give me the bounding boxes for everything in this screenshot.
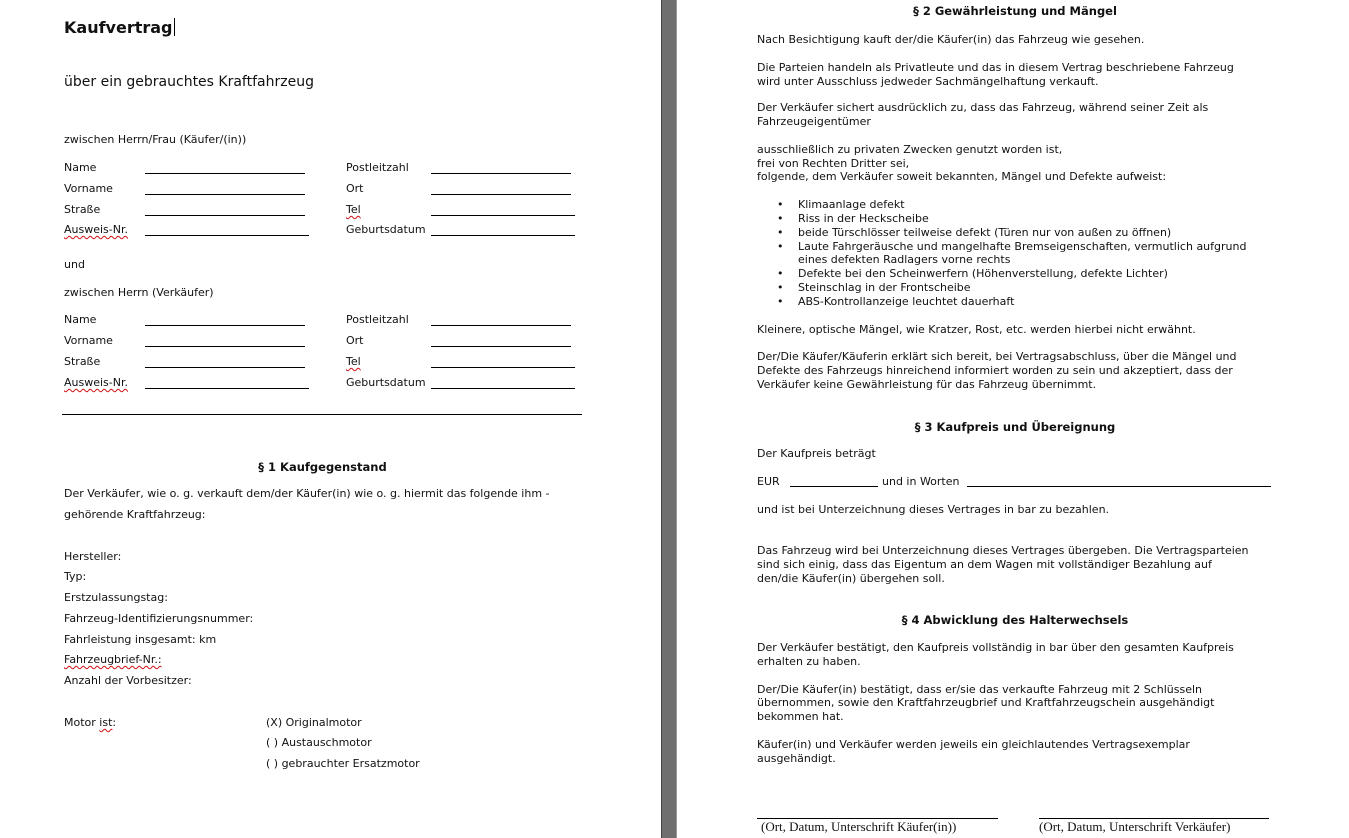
motor-label: Motor ist: <box>64 716 117 729</box>
seller-ausweis-field[interactable] <box>145 388 309 389</box>
buyer-vorname-field[interactable] <box>145 194 305 195</box>
page-divider <box>661 0 677 838</box>
eur-amount-field[interactable] <box>790 486 878 487</box>
buyer-ort-field[interactable] <box>431 194 571 195</box>
seller-heading: zwischen Herrn (Verkäufer) <box>64 286 214 299</box>
field-hersteller: Hersteller: <box>64 550 122 563</box>
seller-plz-label: Postleitzahl <box>346 313 409 326</box>
buyer-tel-field[interactable] <box>431 215 575 216</box>
defect-item: Riss in der Heckscheibe <box>798 212 929 225</box>
buyer-geburtsdatum-label: Geburtsdatum <box>346 223 426 236</box>
page-left[interactable] <box>0 0 661 838</box>
buyer-name-label: Name <box>64 161 97 174</box>
p2-line2: wird unter Ausschluss jedweder Sachmängelhaftung verkauft. <box>757 75 1099 88</box>
defect-item: Steinschlag in der Frontscheibe <box>798 281 971 294</box>
buyer-plz-field[interactable] <box>431 173 571 174</box>
field-fin: Fahrzeug-Identifizierungsnummer: <box>64 612 254 625</box>
seller-ort-label: Ort <box>346 334 364 347</box>
field-vorbesitzer: Anzahl der Vorbesitzer: <box>64 674 192 687</box>
p5: Kleinere, optische Mängel, wie Kratzer, Rost, etc. werden hierbei nicht erwähnt. <box>757 323 1196 336</box>
p8: und ist bei Unterzeichnung dieses Vertrages in bar zu bezahlen. <box>757 503 1110 516</box>
seller-ort-field[interactable] <box>431 346 571 347</box>
seller-geburtsdatum-field[interactable] <box>431 388 575 389</box>
seller-signature-caption: (Ort, Datum, Unterschrift Verkäufer) <box>1039 819 1231 834</box>
buyer-ausweis-field[interactable] <box>145 235 309 236</box>
defect-item: Laute Fahrgeräusche und mangelhafte Bremseigenschaften, vermutlich aufgrund <box>798 240 1247 253</box>
section-1-text-line1: Der Verkäufer, wie o. g. verkauft dem/der Käufer(in) wie o. g. hiermit das folgende ihm - <box>64 487 550 500</box>
buyer-strasse-field[interactable] <box>145 215 305 216</box>
page-right[interactable] <box>677 0 1349 838</box>
p12-line2: ausgehändigt. <box>757 752 836 765</box>
bullet-icon: • <box>777 240 784 253</box>
bullet-icon: • <box>777 295 784 308</box>
buyer-strasse-label: Straße <box>64 203 101 216</box>
seller-name-label: Name <box>64 313 97 326</box>
p7: Der Kaufpreis beträgt <box>757 447 876 460</box>
field-fahrleistung: Fahrleistung insgesamt: km <box>64 633 217 646</box>
motor-option-original[interactable]: (X) Originalmotor <box>266 716 362 729</box>
p2-line1: Die Parteien handeln als Privatleute und das in diesem Vertrag beschriebene Fahrzeug <box>757 61 1234 74</box>
field-fahrzeugbrief: Fahrzeugbrief-Nr.: <box>64 653 162 666</box>
buyer-signature-caption: (Ort, Datum, Unterschrift Käufer(in)) <box>761 819 957 834</box>
p6-line3: Verkäufer keine Gewährleistung für das Fahrzeug übernimmt. <box>757 378 1097 391</box>
p9-line3: den/die Käufer(in) übergehen soll. <box>757 572 945 585</box>
document-title: Kaufvertrag <box>64 18 173 37</box>
p4-line1: ausschließlich zu privaten Zwecken genutzt worden ist, <box>757 143 1063 156</box>
seller-strasse-field[interactable] <box>145 367 305 368</box>
p12-line1: Käufer(in) und Verkäufer werden jeweils ein gleichlautendes Vertragsexemplar <box>757 738 1190 751</box>
in-worten-label: und in Worten <box>882 475 960 488</box>
seller-name-field[interactable] <box>145 325 305 326</box>
p11-line2: übernommen, sowie den Kraftfahrzeugbrief und Kraftfahrzeugschein ausgehändigt <box>757 696 1215 709</box>
p6-line2: Defekte des Fahrzeugs hinreichend informiert worden zu sein und akzeptiert, dass der <box>757 364 1233 377</box>
defect-item: ABS-Kontrollanzeige leuchtet dauerhaft <box>798 295 1015 308</box>
buyer-heading: zwischen Herrn/Frau (Käufer/(in)) <box>64 133 247 146</box>
motor-option-austausch[interactable]: ( ) Austauschmotor <box>266 736 372 749</box>
seller-plz-field[interactable] <box>431 325 571 326</box>
seller-strasse-label: Straße <box>64 355 101 368</box>
field-typ: Typ: <box>64 570 87 583</box>
p4-line3: folgende, dem Verkäufer soweit bekannten, Mängel und Defekte aufweist: <box>757 170 1167 183</box>
section-4-heading: § 4 Abwicklung des Halterwechsels <box>901 613 1129 627</box>
section-1-text-line2: gehörende Kraftfahrzeug: <box>64 508 206 521</box>
defect-item: Defekte bei den Scheinwerfern (Höhenverstellung, defekte Lichter) <box>798 267 1168 280</box>
section-3-heading: § 3 Kaufpreis und Übereignung <box>914 420 1116 434</box>
bullet-icon: • <box>777 226 784 239</box>
and-text: und <box>64 258 85 271</box>
seller-vorname-field[interactable] <box>145 346 305 347</box>
p10-line2: erhalten zu haben. <box>757 655 861 668</box>
seller-ausweis-label: Ausweis-Nr. <box>64 376 128 389</box>
p9-line2: sind sich einig, dass das Eigentum an dem Wagen mit vollständiger Bezahlung auf <box>757 558 1212 571</box>
buyer-vorname-label: Vorname <box>64 182 113 195</box>
p11-line1: Der/Die Käufer(in) bestätigt, dass er/sie das verkaufte Fahrzeug mit 2 Schlüsseln <box>757 683 1202 696</box>
bullet-icon: • <box>777 198 784 211</box>
defect-item-continuation: eines defekten Radlagers vorne rechts <box>798 253 1011 266</box>
p9-line1: Das Fahrzeug wird bei Unterzeichnung dieses Vertrages übergeben. Die Vertragsparteien <box>757 544 1249 557</box>
defect-item: beide Türschlösser teilweise defekt (Türen nur von außen zu öffnen) <box>798 226 1172 239</box>
bullet-icon: • <box>777 212 784 225</box>
field-erstzulassung: Erstzulassungstag: <box>64 591 168 604</box>
buyer-tel-label: Tel <box>346 203 361 216</box>
seller-geburtsdatum-label: Geburtsdatum <box>346 376 426 389</box>
buyer-geburtsdatum-field[interactable] <box>431 235 575 236</box>
buyer-plz-label: Postleitzahl <box>346 161 409 174</box>
buyer-ort-label: Ort <box>346 182 364 195</box>
seller-tel-field[interactable] <box>431 367 575 368</box>
document-subtitle: über ein gebrauchtes Kraftfahrzeug <box>64 74 314 90</box>
p10-line1: Der Verkäufer bestätigt, den Kaufpreis vollständig in bar über den gesamten Kaufpreis <box>757 641 1234 654</box>
separator-line <box>62 414 582 415</box>
seller-vorname-label: Vorname <box>64 334 113 347</box>
p1: Nach Besichtigung kauft der/die Käufer(in) das Fahrzeug wie gesehen. <box>757 33 1145 46</box>
text-cursor <box>174 18 175 36</box>
seller-tel-label: Tel <box>346 355 361 368</box>
amount-in-words-field[interactable] <box>967 486 1271 487</box>
buyer-ausweis-label: Ausweis-Nr. <box>64 223 128 236</box>
bullet-icon: • <box>777 267 784 280</box>
buyer-name-field[interactable] <box>145 173 305 174</box>
defect-item: Klimaanlage defekt <box>798 198 905 211</box>
motor-option-ersatz[interactable]: ( ) gebrauchter Ersatzmotor <box>266 757 420 770</box>
p11-line3: bekommen hat. <box>757 710 844 723</box>
section-2-heading: § 2 Gewährleistung und Mängel <box>913 4 1117 18</box>
section-1-heading: § 1 Kaufgegenstand <box>258 460 387 474</box>
p6-line1: Der/Die Käufer/Käuferin erklärt sich bereit, bei Vertragsabschluss, über die Mängel und <box>757 350 1237 363</box>
bullet-icon: • <box>777 281 784 294</box>
p3-line2: Fahrzeugeigentümer <box>757 115 871 128</box>
p4-line2: frei von Rechten Dritter sei, <box>757 157 910 170</box>
eur-label: EUR <box>757 475 780 488</box>
p3-line1: Der Verkäufer sichert ausdrücklich zu, dass das Fahrzeug, während seiner Zeit als <box>757 101 1209 114</box>
